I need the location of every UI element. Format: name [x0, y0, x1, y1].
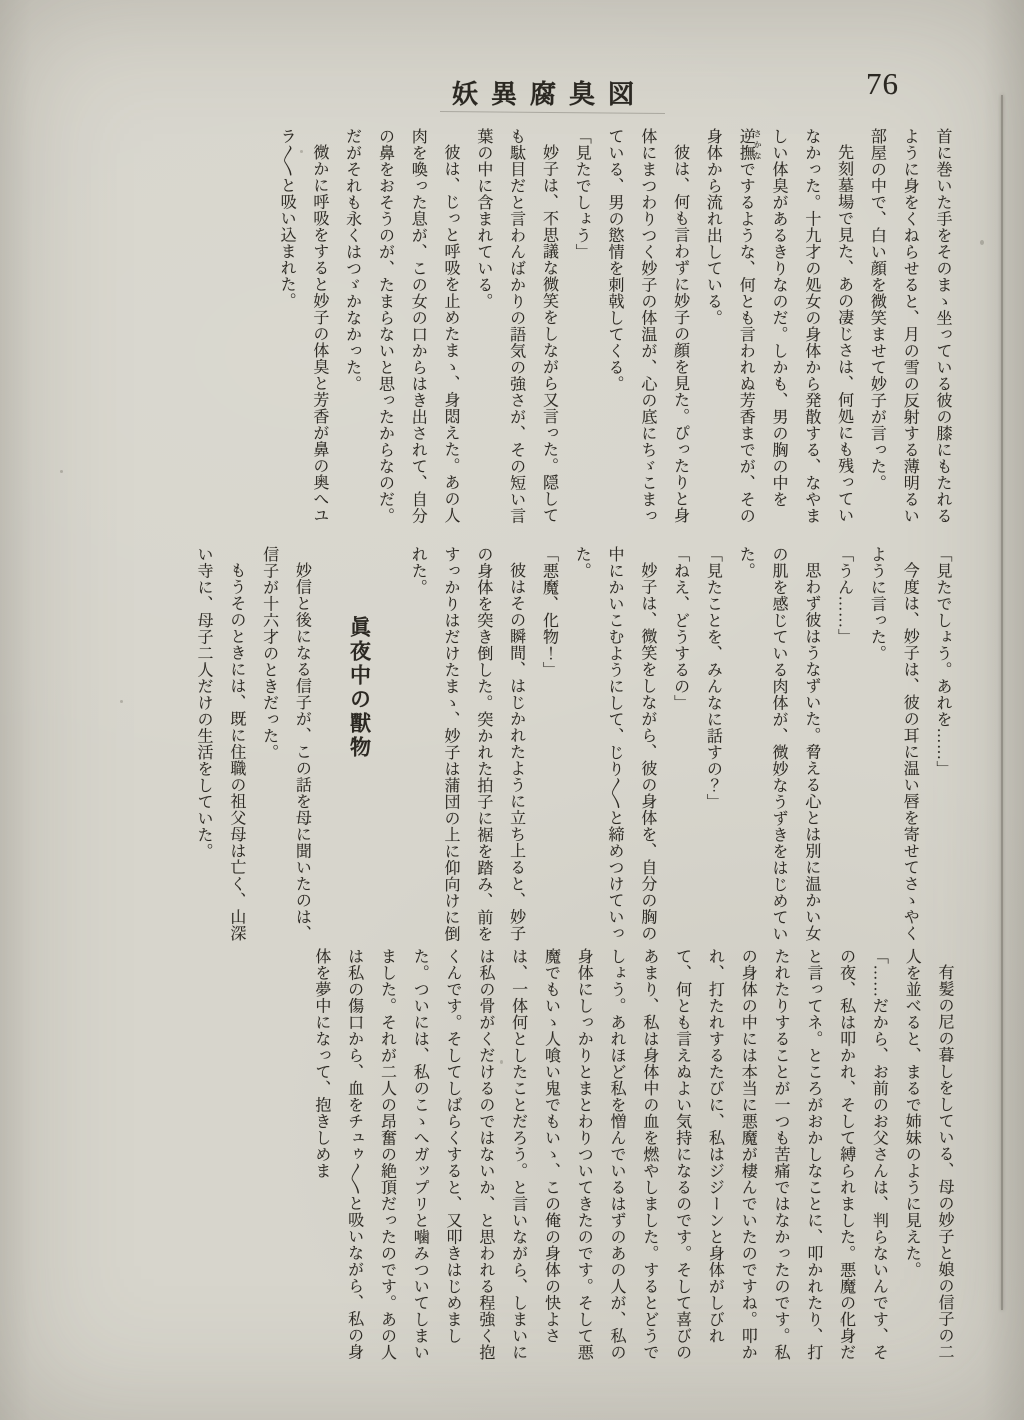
furigana-text: さかな: [753, 128, 763, 161]
paragraph: 首に巻いた手をそのまゝ坐っている彼の膝にもたれるように身をくねらせると、月の雪の反射する薄明るい部屋の中で、白い顔を微笑ませて妙子が言った。: [868, 128, 951, 524]
paper-speck: [120, 700, 123, 703]
paper-speck: [980, 240, 984, 245]
paragraph: 彼は、じっと呼吸を止めたまゝ、身悶えた。あの人肉を喚った息が、この女の口からはき出されて、自分の鼻をおそうのが、たまらないと思ったからなのだ。だがそれも永くはつゞかなかった。: [343, 128, 460, 524]
dialogue-line: 「見たでしょう」: [573, 128, 591, 260]
paragraph: 妙信と後になる信子が、この話を母に聞いたのは、信子が十六才のときだった。: [260, 546, 311, 942]
paper-speck: [60, 470, 63, 473]
paragraph: 思わず彼はうなずいた。脅える心とは別に温かい女の肌を感じている肉体が、微妙なうずきをはじめていた。: [737, 546, 820, 942]
paragraph: 彼はその瞬間、はじかれたように立ち上ると、妙子の身体を突き倒した。突かれた拍子に裾を踏み、前をすっかりはだけたまゝ、妙子は蒲団の上に仰向けに倒れた。: [409, 546, 525, 942]
dialogue-line: 「ねえ、どうするの」: [671, 546, 689, 711]
paragraph: 妙子は、不思議な微笑をしながら又言った。隠しても駄目だと言わんばかりの語気の強さが、その短い言葉の中に含まれている。: [474, 128, 558, 524]
paragraph: 微かに呼吸をすると妙子の体臭と芳香が鼻の奥へユラ〳〵と吸い込まれた。: [278, 128, 328, 524]
section-heading: 眞夜中の獸物: [347, 616, 372, 760]
dialogue-line: 「見たでしょう。あれを……」: [934, 546, 951, 777]
dialogue-line: 「見たことを、みんなに話すの？」: [704, 546, 722, 810]
furigana-base: 逆撫: [737, 128, 755, 161]
text-block-bottom: [304, 948, 960, 1372]
dialogue-line: 「悪魔、化物！」: [540, 546, 558, 678]
paragraph: もうそのときには、既に住職の祖父母は亡く、山深い寺に、母子二人だけの生活をしていた。: [195, 546, 245, 942]
paragraph: [696, 128, 860, 538]
page-edge-shadow: [1001, 95, 1003, 1310]
furigana: [737, 128, 763, 161]
paragraph: 有髪の尼の暮しをしている、母の妙子と娘の信子の二人を並べると、まるで姉妹のように見えた。: [903, 948, 953, 1360]
paragraph-text: 先刻墓場で見た、あの凄じさは、何処にも残っていなかった。十九才の処女の身体から発散する、なやましい体臭があるきりなのだ。しかも、男の胸の中を: [770, 128, 853, 524]
paragraph: 妙子は、微笑をしながら、彼の身体を、自分の胸の中にかいこむようにして、じり〳〵と締めつけていった。: [573, 546, 656, 942]
text-block-middle: [186, 546, 958, 948]
text-block-top: [269, 128, 958, 538]
dialogue-line: 「……だから、お前のお父さんは、判らないんです、その夜、私は叩かれ、そして縛られました。悪魔の化身だと言ってネ。ところがおかしなことに、叩かれたり、打たれたりすることが一つも苦痛ではなかったのです。私の身体の中には本当に悪魔が棲んでいたのですね。叩かれ、打たれするたびに、私はジジーンと身体がしびれて、何とも言えぬよい気持になるのです。そして喜びのあまり、私は身体中の血を燃やしました。するとどうでしょう。あれほど私を憎んでいるはずのあの人が、私の身体にしっかりとまとわりついてきたのです。そして悪魔でもいゝ人喰い鬼でもいゝ、この俺の身体の快よさは、一体何としたことだろう。と言いながら、しまいには私の骨がくだけるのではないか、と思われる程強く抱くんです。そしてしばらくすると、又叩きはじめました。ついには、私のこゝへガップリと噛みついてしまいました。それが二人の昂奮の絶頂だったのです。あの人は私の傷口から、血をチュゥ〳〵と吸いながら、私の身体を夢中になって、抱きしめま: [312, 948, 888, 1361]
title-underline-artifact: [440, 111, 665, 114]
page-title: 妖異腐臭図: [452, 80, 648, 109]
paragraph: 今度は、妙子は、彼の耳に温い唇を寄せてさゝやくように言った。: [868, 546, 919, 942]
dialogue-line: 「うん……」: [835, 546, 853, 645]
paragraph: 彼は、何も言わずに妙子の顔を見た。ぴったりと身体にまつわりつく妙子の体温が、心の底にちゞこまっている、男の慾情を刺戟してくる。: [606, 128, 689, 524]
page-number: 76: [866, 66, 899, 101]
paragraph-text: でするような、何とも言われぬ芳香までが、その身体から流れ出している。: [704, 128, 755, 524]
